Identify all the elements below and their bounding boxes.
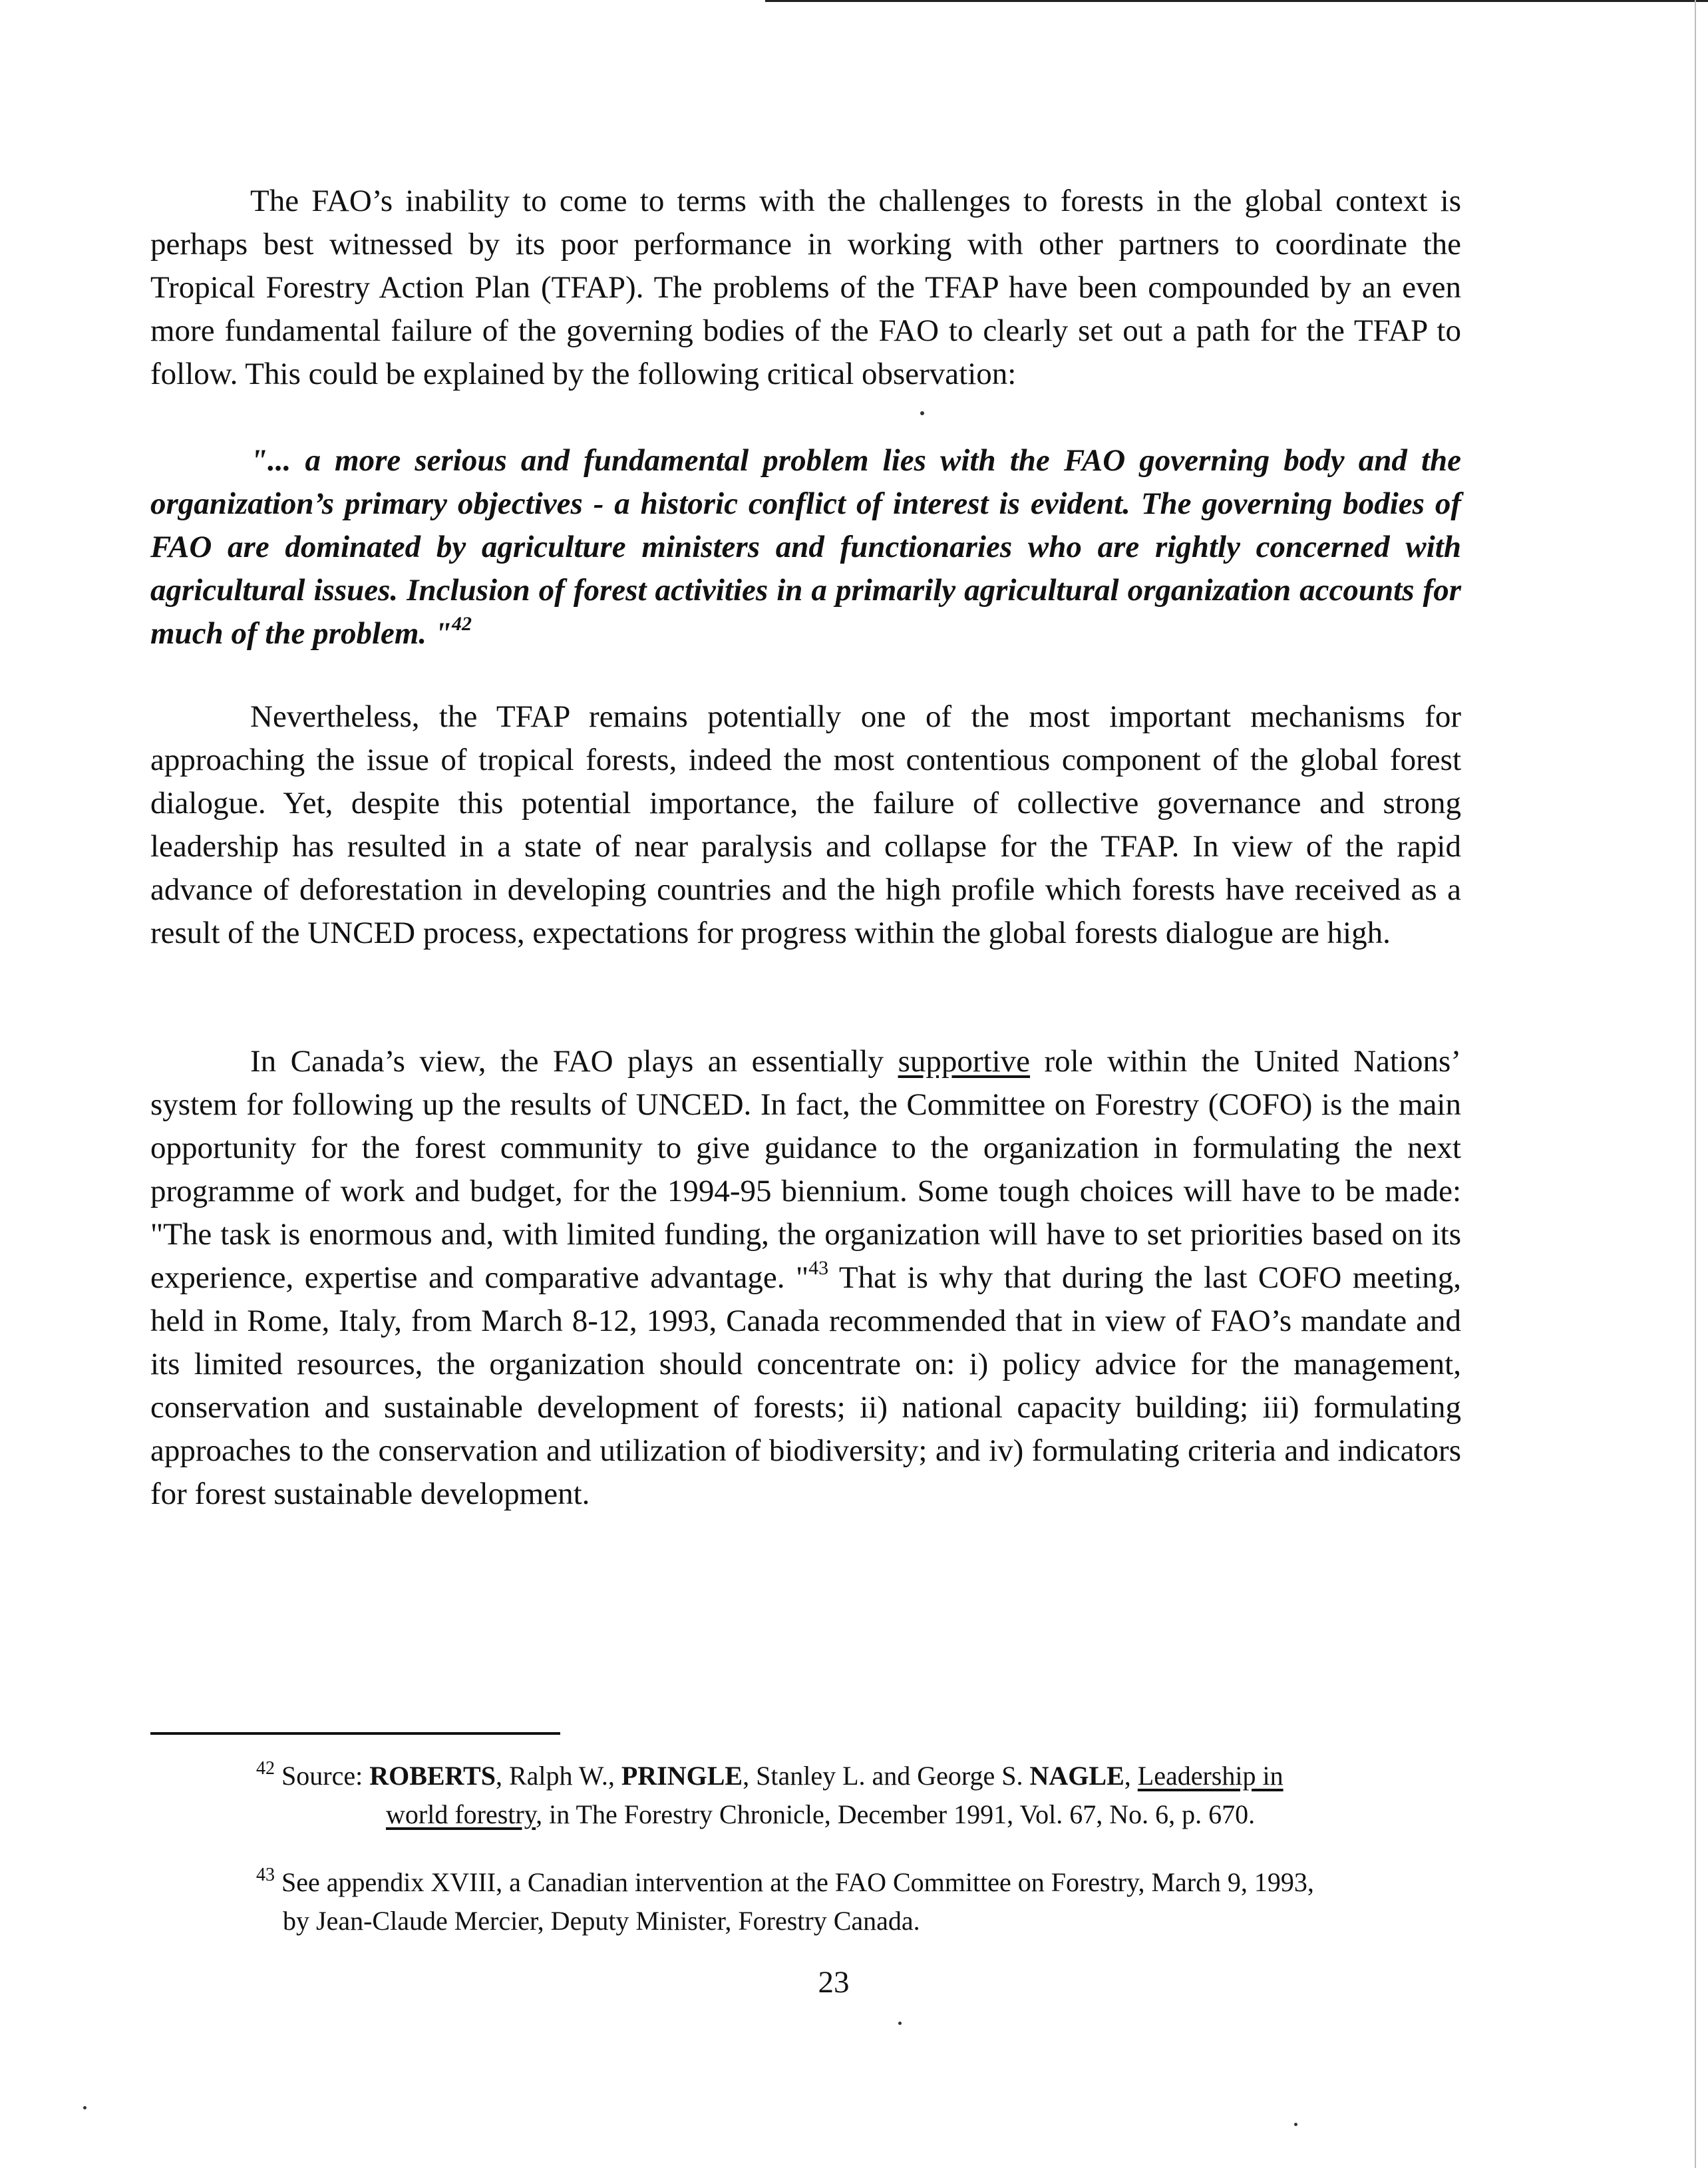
footnote-number: 43 — [256, 1865, 275, 1885]
paragraph-3-part-a: In Canada’s view, the FAO plays an essentially — [250, 1044, 898, 1079]
scan-speck — [920, 411, 924, 415]
footnote-text: , — [1124, 1761, 1138, 1791]
scan-speck — [1294, 2123, 1297, 2126]
paragraph-2: Nevertheless, the TFAP remains potentially one of the most important mechanisms for approaching the issue of tropical forests, indeed the most contentious component of the global forest dialogue. Yet, despite this potential importance, the failure of collective governance and strong leadership has resulted in a state of near paralysis and collapse for the TFAP. In view of the rapid advance of deforestation in developing countries and the high profile which forests have received as a result of the UNCED process, expectations for progress within the global forests dialogue are high. — [150, 699, 1461, 950]
footnote-42 — [256, 1757, 1427, 1834]
footnote-rest: , in The Forestry Chronicle, December 1991, Vol. 67, No. 6, p. 670. — [536, 1799, 1256, 1829]
footnote-number: 42 — [256, 1758, 275, 1779]
footnote-line-1: See appendix XVIII, a Canadian intervention at the FAO Committee on Forestry, March 9, 1993, — [281, 1867, 1314, 1897]
quote-text: "... a more serious and fundamental problem lies with the FAO governing body and the organization’s primary objectives - a historic conflict of interest is evident. The governing bodies of FAO are dominated by agriculture ministers and functionaries who are rightly concerned with agricultural issues. Inclusion of forest activities in a primarily agricultural organization accounts for much of the problem. " — [150, 443, 1461, 651]
top-edge-rule — [765, 0, 1708, 2]
block-quote — [150, 439, 1461, 655]
footnote-author: ROBERTS — [369, 1761, 496, 1791]
footnote-43 — [256, 1863, 1427, 1940]
paragraph-3 — [150, 1040, 1461, 1516]
footnote-ref-43: 43 — [808, 1257, 829, 1279]
paragraph-3-part-b: role within the United Nations’ system for following up the results of UNCED. In fact, the Committee on Forestry (COFO) is the main opportunity for the forest community to give guidance to the organization in formulating the next programme of work and budget, for the 1994-95 biennium. Some tough choices will have to be made: "The task is enormous and, with limited funding, the organization will have to set priorities based on its experience, expertise and comparative advantage. " — [150, 1044, 1461, 1295]
footnote-ref-42: 42 — [452, 613, 472, 635]
scan-speck — [83, 2106, 86, 2109]
paragraph-3-part-c: That is why that during the last COFO meeting, held in Rome, Italy, from March 8-12, 1993, Canada recommended that in view of FAO’s mandate and its limited resources, the organization should concentrate on: i) policy advice for the management, conservation and sustainable development of forests; ii) national capacity building; iii) formulating approaches to the conservation and utilization of biodiversity; and iv) formulating criteria and indicators for forest sustainable development. — [150, 1260, 1461, 1511]
footnote-text: , Ralph W., — [495, 1761, 621, 1791]
footnote-title: Leadership in — [1137, 1761, 1283, 1791]
footnote-continuation — [256, 1795, 1427, 1834]
footnote-title: world forestry — [386, 1799, 536, 1829]
footnote-separator — [150, 1732, 560, 1735]
footnote-author: PRINGLE — [621, 1761, 743, 1791]
footnote-author: NAGLE — [1029, 1761, 1124, 1791]
footnote-line-2: by Jean-Claude Mercier, Deputy Minister, Forestry Canada. — [283, 1906, 920, 1936]
underlined-word: supportive — [898, 1044, 1030, 1079]
paragraph-1: The FAO’s inability to come to terms with the challenges to forests in the global context is perhaps best witnessed by its poor performance in working with other partners to coordinate the Tropical Forestry Action Plan (TFAP). The problems of the TFAP have been compounded by an even more fundamental failure of the governing bodies of the FAO to clearly set out a path for the TFAP to follow. This could be explained by the following critical observation: — [150, 184, 1461, 391]
footnote-lead: Source: — [281, 1761, 370, 1791]
page-number: 23 — [818, 1965, 850, 2000]
scan-edge-line — [1695, 0, 1696, 2168]
footnote-text: , Stanley L. and George S. — [743, 1761, 1030, 1791]
scan-speck — [898, 2022, 902, 2025]
